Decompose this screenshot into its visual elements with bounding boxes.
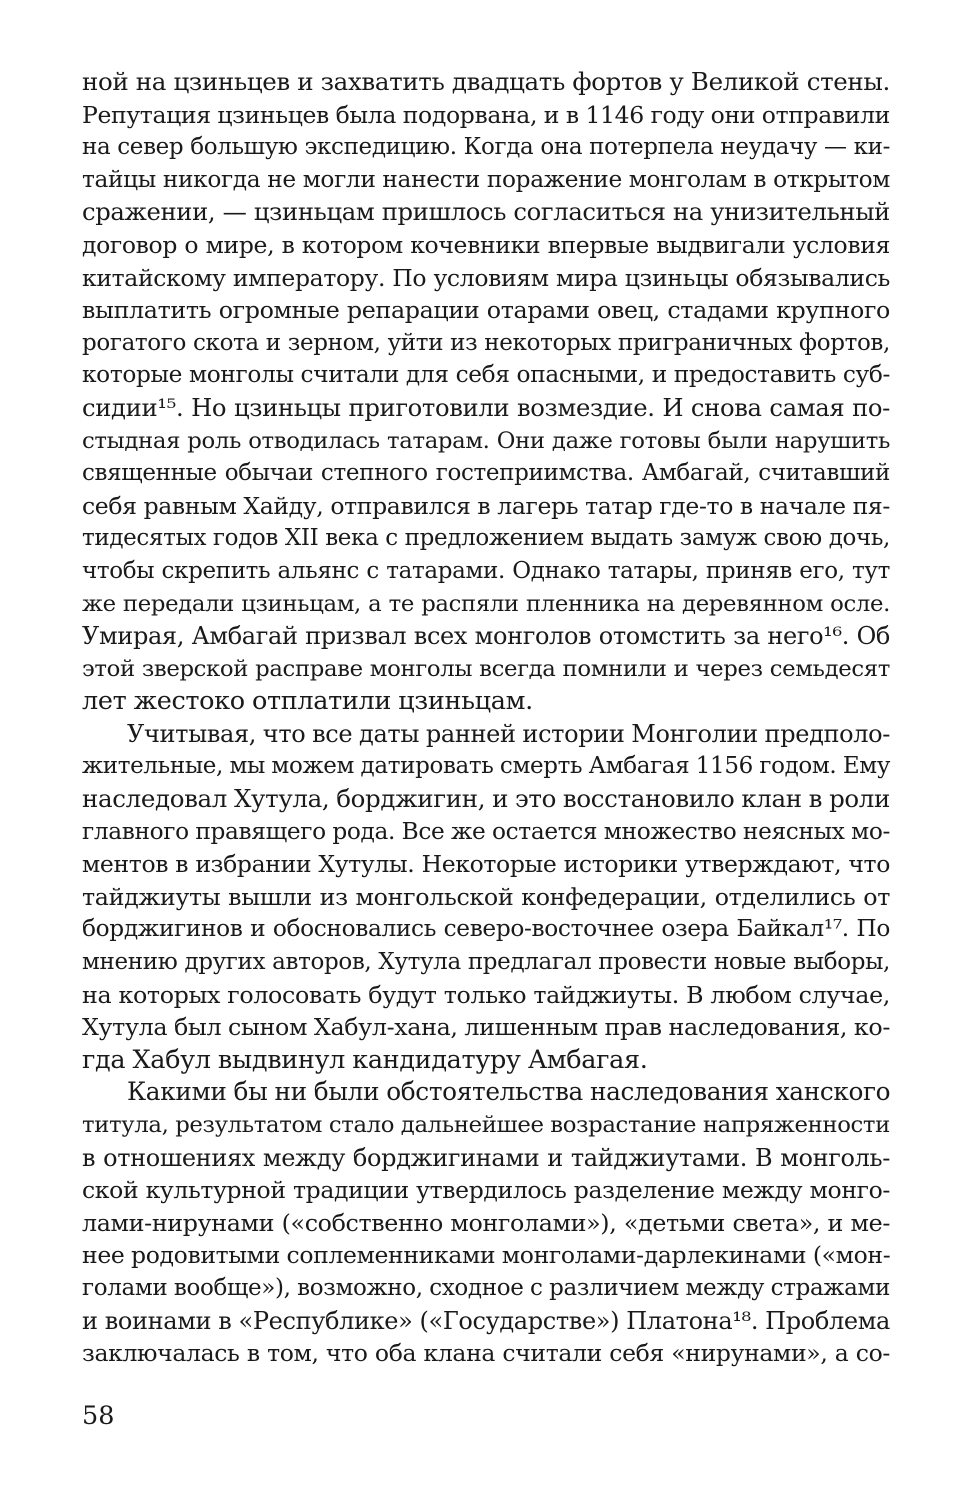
text-line: главного правящего рода. Все же остается множество неясных мо- (82, 817, 890, 845)
text-line: на север большую экспедицию. Когда она потерпела неудачу — ки- (82, 134, 890, 161)
text-line: которые монголы считали для себя опасными, и предоставить суб- (82, 361, 890, 389)
text-line: договор о мире, в котором кочевники впервые выдвигали условия (82, 230, 890, 259)
text-line: сражении, — цзиньцам пришлось согласиться на унизительный (82, 197, 890, 227)
text-line: рогатого скота и зерном, уйти из некоторых приграничных фортов, (82, 329, 890, 356)
text-line: Учитывая, что все даты ранней истории Монголии предполо- (127, 719, 890, 748)
text-line: голами вообще»), возможно, сходное с различием между стражами (82, 1274, 890, 1301)
text-line: Репутация цзиньцев была подорвана, и в 1146 году они отправили (82, 100, 890, 129)
text-line: Какими бы ни были обстоятельства наследования ханского (127, 1077, 891, 1107)
text-line: китайскому императору. По условиям мира цзиньцы обязывались (82, 263, 890, 292)
text-line: заключалась в том, что оба клана считали себя «нирунами», а со- (82, 1339, 890, 1368)
text-line: нее родовитыми соплеменниками монголами-дарлекинами («мон- (82, 1241, 891, 1270)
text-line: мнению других авторов, Хутула предлагал провести новые выборы, (82, 949, 890, 976)
text-line: стыдная роль отводилась татарам. Они даже готовы были нарушить (82, 427, 890, 454)
text-line: наследовал Хутула, борджигин, и это восстановило клан в роли (82, 784, 890, 814)
text-line: тайджиуты вышли из монгольской конфедерации, отделились от (82, 882, 890, 911)
text-line: священные обычаи степного гостеприимства. Амбагай, считавший (82, 460, 890, 487)
text-line: выплатить огромные репарации отарами овец, стадами крупного (82, 296, 890, 325)
text-line: и воинами в «Республике» («Государстве») Платона¹⁸. Проблема (82, 1306, 890, 1335)
text-line: лет жестоко отплатили цзиньцам. (82, 686, 533, 717)
text-line: сидии¹⁵. Но цзиньцы приготовили возмездие. И снова самая по- (82, 392, 890, 422)
text-line: жительные, мы можем датировать смерть Амбагая 1156 годом. Ему (82, 753, 890, 780)
text-line: же передали цзиньцам, а те распяли пленника на деревянном осле. (82, 590, 890, 617)
text-line: ной на цзиньцев и захватить двадцать фортов у Великой стены. (82, 67, 890, 96)
text-line: ской культурной традиции утвердилось разделение между монго- (82, 1176, 890, 1205)
text-line: лами-нирунами («собственно монголами»), «детьми света», и ме- (82, 1208, 890, 1237)
page-number: 58 (82, 1401, 115, 1431)
text-line: борджигинов и обосновались северо-восточнее озера Байкал¹⁷. По (82, 915, 890, 943)
text-line: в отношениях между борджигинами и тайджиутами. В монголь- (82, 1143, 890, 1172)
text-line: чтобы скрепить альянс с татарами. Однако татары, приняв его, тут (82, 557, 890, 584)
text-line: на которых голосовать будут только тайджиуты. В любом случае, (82, 980, 890, 1009)
text-line: титула, результатом стало дальнейшее возрастание напряженности (82, 1112, 890, 1138)
text-line: тайцы никогда не могли нанести поражение монголам в открытом (82, 165, 890, 193)
text-line: себя равным Хайду, отправился в лагерь татар где-то в начале пя- (82, 491, 890, 520)
text-line: тидесятых годов XII века с предложением выдать замуж свою дочь, (82, 525, 890, 552)
text-line: Хутула был сыном Хабул-хана, лишенным прав наследования, ко- (82, 1013, 890, 1042)
text-line: ментов в избрании Хутулы. Некоторые историки утверждают, что (82, 850, 890, 879)
text-line: Умирая, Амбагай призвал всех монголов отомстить за него¹⁶. Об (82, 622, 890, 651)
page-body (82, 66, 890, 1370)
text-line: гда Хабул выдвинул кандидатуру Амбагая. (82, 1044, 648, 1075)
text-line: этой зверской расправе монголы всегда помнили и через семьдесят (82, 655, 890, 682)
